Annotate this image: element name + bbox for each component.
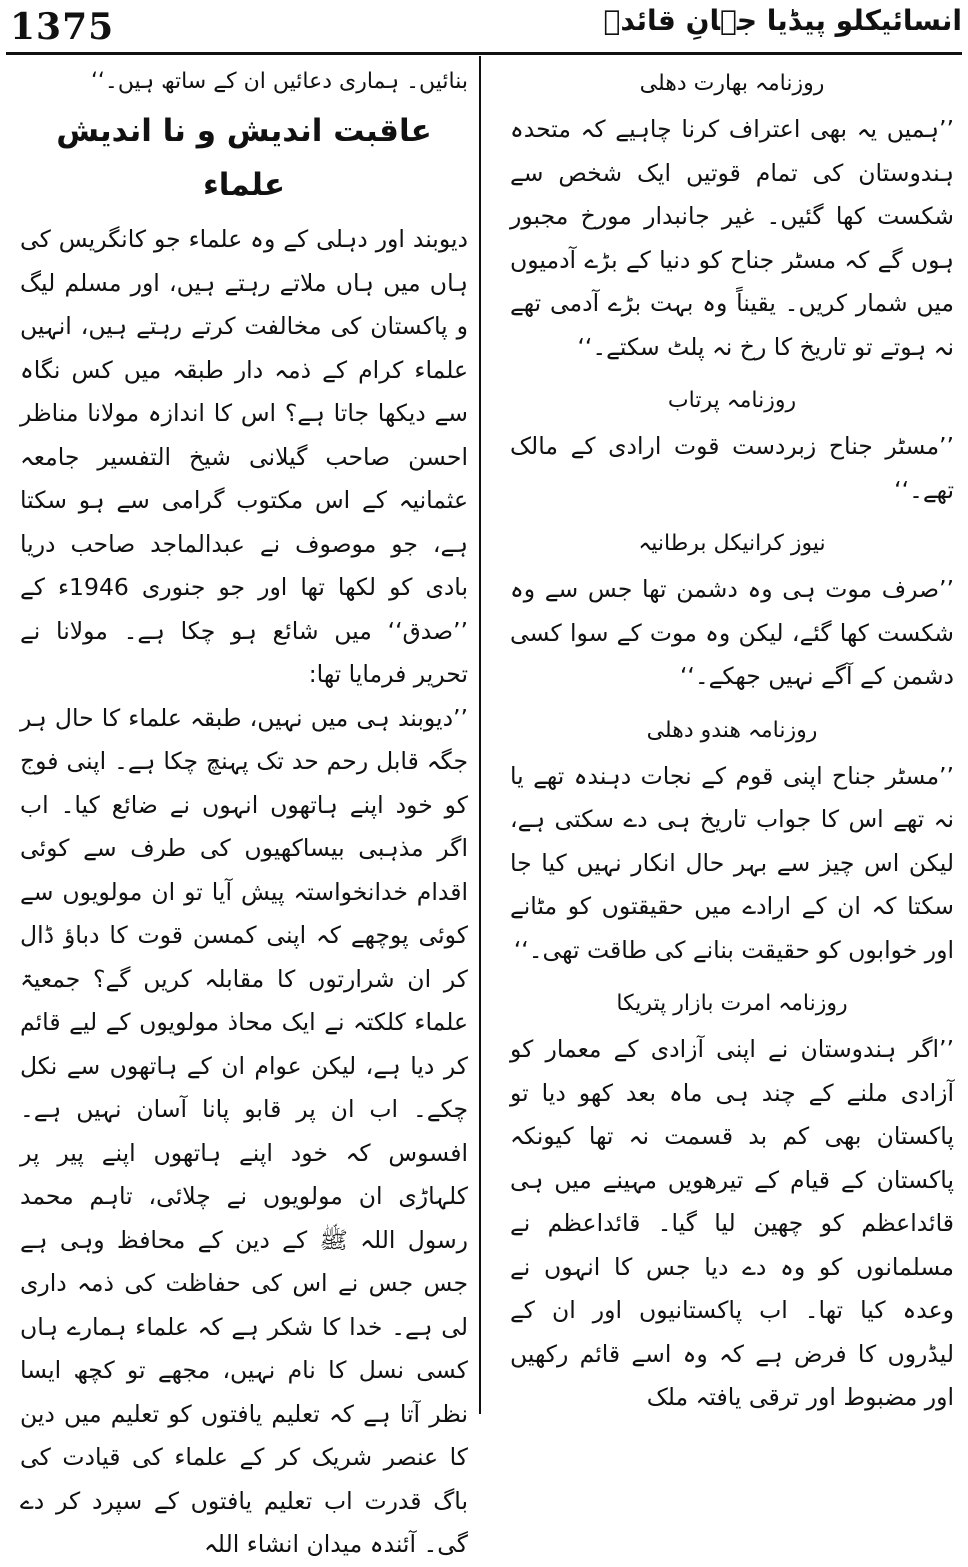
column-divider: [479, 56, 481, 1414]
header-rule: [6, 52, 962, 55]
body-paragraph: دیوبند اور دہلی کے وہ علماء جو کانگریس کی ہاں میں ہاں ملاتے رہتے ہیں، اور مسلم لیگ و پاکستان کی مخالفت کرتے رہتے ہیں، انہیں علماء کرام کے ذمہ دار طبقہ میں کس نگاہ سے دیکھا جاتا ہے؟ اس کا اندازہ مولانا مناظر احسن صاحب گیلانی شیخ التفسیر جامعہ عثمانیہ کے اس مکتوب گرامی سے ہو سکتا ہے، جو موصوف نے عبدالماجد صاحب دریا بادی کو لکھا تھا اور جو جنوری 1946ء کے ’’صدق‘‘ میں شائع ہو چکا ہے۔ مولانا نے تحریر فرمایا تھا:: [20, 225, 469, 688]
right-column: [510, 62, 954, 1420]
quote-paragraph: ’’اگر ہندوستان نے اپنی آزادی کے معمار کو آزادی ملنے کے چند ہی ماہ بعد کھو دیا تو پاکستان بھی کم بد قسمت نہ تھا کیونکہ پاکستان کے قیام کے تیرھویں مہینے میں ہی قائداعظم کو چھین لیا گیا۔ قائداعظم نے مسلمانوں کو وہ دے دیا جس کا انہوں نے وعدہ کیا تھا۔ اب پاکستانیوں اور ان کے لیڈروں کا فرض ہے کہ وہ اسے قائم رکھیں اور مضبوط اور ترقی یافتہ ملک: [510, 1035, 954, 1411]
quote-paragraph: ’’صرف موت ہی وہ دشمن تھا جس سے وہ شکست کھا گئے، لیکن وہ موت کے سوا کسی دشمن کے آگے نہیں جھکے۔‘‘: [510, 575, 954, 690]
left-column: [20, 62, 468, 1567]
source-title: نیوز کرانیکل برطانیہ: [638, 531, 826, 556]
source-title: روزنامہ بھارت دھلی: [639, 71, 825, 96]
source-title: روزنامہ ھندو دھلی: [646, 717, 818, 743]
page-header: [0, 0, 968, 52]
page-number: 1375: [10, 6, 115, 48]
source-title: روزنامہ پرتاب: [667, 388, 797, 413]
continuation-text: بنائیں۔ ہماری دعائیں ان کے ساتھ ہیں۔‘‘: [90, 69, 468, 94]
source-title: روزنامہ امرت بازار پتریکا: [616, 991, 848, 1016]
quote-paragraph: ’’مسٹر جناح زبردست قوت ارادی کے مالک تھے۔‘‘: [510, 432, 954, 504]
quoted-letter-paragraph: ’’دیوبند ہی میں نہیں، طبقہ علماء کا حال ہر جگہ قابل رحم حد تک پہنچ چکا ہے۔ اپنی فوج کو خود اپنے ہاتھوں انہوں نے ضائع کیا۔ اب اگر مذہبی بیساکھیوں کی طرف سے کوئی اقدام خدانخواستہ پیش آیا تو ان مولویوں سے کوئی پوچھے کہ اپنی کمسن قوت کا دباؤ ڈال کر ان شرارتوں کا مقابلہ کریں گے؟ جمعیۃ علماء کلکتہ نے ایک محاذ مولویوں کے لیے قائم کر دیا ہے، لیکن عوام ان کے ہاتھوں سے نکل چکے۔ اب ان پر قابو پانا آسان نہیں ہے۔ افسوس کہ خود اپنے ہاتھوں اپنے پیر پر کلہاڑی ان مولویوں نے چلائی، تاہم محمد رسول اللہ ﷺ کے دین کے محافظ وہی ہے جس جس نے اس کی حفاظت کی ذمہ داری لی ہے۔ خدا کا شکر ہے کہ علماء ہمارے ہاں کسی نسل کا نام نہیں، مجھے تو کچھ ایسا نظر آتا ہے کہ تعلیم یافتوں کو تعلیم میں دین کا عنصر شریک کر کے علماء کی قیادت کی باگ قدرت اب تعلیم یافتوں کے سپرد کر دے گی۔ آئندہ میدان انشاء اللہ: [20, 703, 468, 1558]
quote-paragraph: ’’مسٹر جناح اپنی قوم کے نجات دہندہ تھے یا نہ تھے اس کا جواب تاریخ ہی دے سکتی ہے، لیکن اس چیز سے بہر حال انکار نہیں کیا جا سکتا کہ ان کے ارادے میں حقیقتوں کو مٹانے اور خوابوں کو حقیقت بنانے کی طاقت تھی۔‘‘: [510, 761, 954, 964]
section-heading: عاقبت اندیش و نا اندیش علماء: [56, 113, 432, 203]
running-title: انسائیکلو پیڈیا جہانِ قائدؒ: [603, 4, 962, 37]
quote-paragraph: ’’ہمیں یہ بھی اعتراف کرنا چاہیے کہ متحدہ ہندوستان کی تمام قوتیں ایک شخص سے شکست کھا گئیں۔ غیر جانبدار مورخ مجبور ہوں گے کہ مسٹر جناح کو دنیا کے بڑے آدمیوں میں شمار کریں۔ یقیناً وہ بہت بڑے آدمی تھے نہ ہوتے تو تاریخ کا رخ نہ پلٹ سکتے۔‘‘: [510, 115, 954, 361]
